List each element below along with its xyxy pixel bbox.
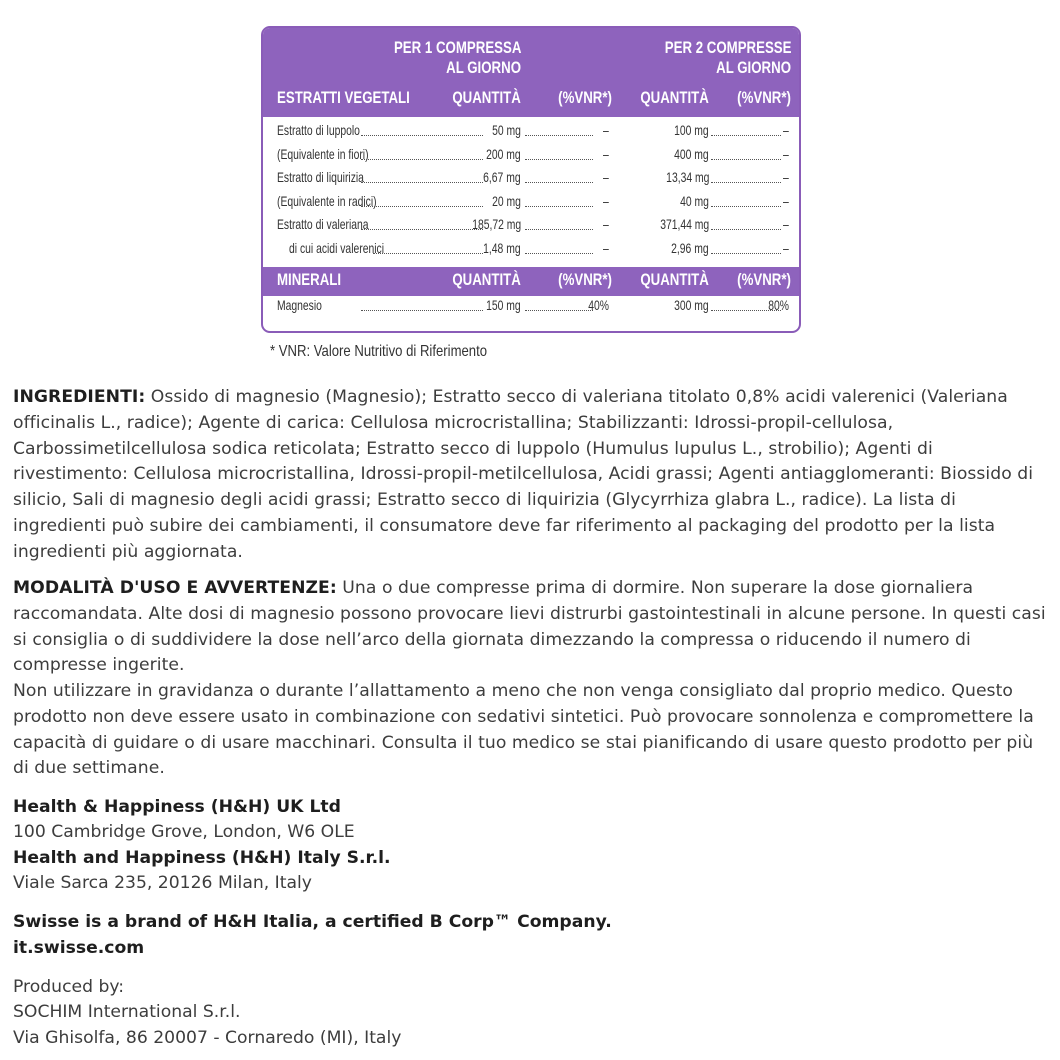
vnr-1-value: – bbox=[603, 216, 609, 233]
leader-dots bbox=[525, 229, 593, 230]
leader-dots bbox=[711, 135, 781, 136]
header-quantity-3: QUANTITÀ bbox=[452, 270, 521, 289]
table-row bbox=[263, 193, 799, 217]
quantity-2-value: 371,44 mg bbox=[660, 216, 709, 233]
header-quantity-1: QUANTITÀ bbox=[452, 88, 521, 107]
vnr-2-value: – bbox=[783, 169, 789, 186]
quantity-1-value: 185,72 mg bbox=[472, 216, 521, 233]
vnr-1-value: – bbox=[603, 240, 609, 256]
nutrient-name: (Equivalente in radici) bbox=[277, 192, 377, 209]
vnr-2-value: – bbox=[783, 240, 789, 256]
vnr-2-value: – bbox=[783, 145, 789, 162]
header-section-extracts: ESTRATTI VEGETALI bbox=[277, 88, 410, 107]
quantity-1-value: 6,67 mg bbox=[483, 169, 521, 186]
table-row bbox=[263, 146, 799, 170]
quantity-1-value: 20 mg bbox=[492, 192, 521, 209]
leader-dots bbox=[525, 310, 593, 311]
header-col1-line1: PER 1 COMPRESSA bbox=[393, 38, 521, 57]
leader-dots bbox=[711, 206, 781, 207]
nutrient-name: Estratto di liquirizia bbox=[277, 169, 364, 186]
table-row bbox=[263, 169, 799, 193]
header-vnr-1: (%VNR*) bbox=[558, 88, 612, 107]
leader-dots bbox=[361, 206, 483, 207]
header-quantity-4: QUANTITÀ bbox=[640, 270, 709, 289]
vnr-1-value: – bbox=[603, 145, 609, 162]
vnr-2-value: – bbox=[783, 216, 789, 233]
header-col1-line2: AL GIORNO bbox=[446, 58, 521, 77]
leader-dots bbox=[711, 253, 781, 254]
leader-dots bbox=[711, 182, 781, 183]
usage-text: Una o due compresse prima di dormire. Non superare la dose giornaliera raccomandata. Alte dosi di magnesio possono provocare lievi distrurbi gastointestinali in alcune persone. In questi casi si consiglia o di suddividere la dose nell’arco della giornata dimezzando la compressa o riducendo il numero di compresse ingerite. bbox=[13, 578, 1046, 676]
quantity-1-value: 150 mg bbox=[486, 297, 521, 313]
header-vnr-3: (%VNR*) bbox=[558, 270, 612, 289]
leader-dots bbox=[525, 159, 593, 160]
vnr-1-value: – bbox=[603, 122, 609, 138]
leader-dots bbox=[361, 159, 483, 160]
leader-dots bbox=[711, 229, 781, 230]
usage-paragraph bbox=[13, 576, 1053, 679]
table-row bbox=[263, 216, 799, 240]
table-row bbox=[263, 240, 799, 264]
quantity-2-value: 13,34 mg bbox=[665, 169, 709, 186]
usage-text-2: Non utilizzare in gravidanza o durante l’allattamento a meno che non venga consigliato dal proprio medico. Questo prodotto non deve essere usato in combinazione con sedativi sintetici. Può provocare sonnolenza e compromettere la capacità di guidare o di usare macchinari. Consulta il tuo medico se stai pianificando di usare questo prodotto per più di due settimane. bbox=[13, 681, 1034, 779]
leader-dots bbox=[525, 135, 593, 136]
usage-label: MODALITÀ D'USO E AVVERTENZE: bbox=[13, 578, 337, 598]
nutrient-name: Estratto di valeriana bbox=[277, 216, 369, 233]
nutrient-name: (Equivalente in fiori) bbox=[277, 145, 369, 162]
vnr-1-value: – bbox=[603, 192, 609, 209]
nutrient-name: di cui acidi valerenici bbox=[289, 240, 385, 256]
leader-dots bbox=[525, 253, 593, 254]
uk-company-address: 100 Cambridge Grove, London, W6 OLE bbox=[13, 822, 355, 842]
leader-dots bbox=[525, 182, 593, 183]
uk-company-name: Health & Happiness (H&H) UK Ltd bbox=[13, 797, 341, 817]
header-vnr-4: (%VNR*) bbox=[737, 270, 791, 289]
table-subheader-minerals bbox=[263, 267, 799, 296]
quantity-1-value: 50 mg bbox=[492, 122, 521, 138]
nutrition-table bbox=[261, 26, 801, 333]
leader-dots bbox=[711, 159, 781, 160]
nutrient-name: Estratto di luppolo bbox=[277, 122, 360, 138]
header-quantity-2: QUANTITÀ bbox=[640, 88, 709, 107]
leader-dots bbox=[361, 310, 483, 311]
it-company-address: Viale Sarca 235, 20126 Milan, Italy bbox=[13, 873, 312, 893]
ingredients-label: INGREDIENTI: bbox=[13, 387, 146, 407]
vnr-2-value: – bbox=[783, 192, 789, 209]
brand-statement: Swisse is a brand of H&H Italia, a certified B Corp™ Company. bbox=[13, 912, 612, 932]
table-row bbox=[263, 297, 799, 321]
website-link[interactable]: it.swisse.com bbox=[13, 938, 145, 958]
nutrient-name: Magnesio bbox=[277, 297, 322, 313]
leader-dots bbox=[361, 135, 483, 136]
vnr-1-value: – bbox=[603, 169, 609, 186]
header-col2-line1: PER 2 COMPRESSE bbox=[664, 38, 791, 57]
quantity-2-value: 2,96 mg bbox=[671, 240, 709, 256]
leader-dots bbox=[373, 253, 483, 254]
usage-paragraph-2 bbox=[13, 679, 1053, 782]
header-col2-line2: AL GIORNO bbox=[716, 58, 791, 77]
table-row bbox=[263, 122, 799, 146]
producer-address: Via Ghisolfa, 86 20007 - Cornaredo (MI), Italy bbox=[13, 1028, 402, 1048]
vnr-2-value: – bbox=[783, 122, 789, 138]
quantity-1-value: 200 mg bbox=[486, 145, 521, 162]
leader-dots bbox=[361, 182, 483, 183]
quantity-2-value: 300 mg bbox=[674, 297, 709, 313]
header-vnr-2: (%VNR*) bbox=[737, 88, 791, 107]
ingredients-paragraph bbox=[13, 385, 1053, 566]
ingredients-text: Ossido di magnesio (Magnesio); Estratto secco di valeriana titolato 0,8% acidi valerenici (Valeriana officinalis L., radice); Agente di carica: Cellulosa microcristallina; Stabilizzanti: Idrossi-propil-cellulosa, Carbossimetilcellulosa sodica reticolata; Estratto secco di luppolo (Humulus lupulus L., strobilio); Agenti di rivestimento: Cellulosa microcristallina, Idrossi-propil-metilcellulosa, Acidi grassi; Agenti antiagglomeranti: Biossido di silicio, Sali di magnesio degli acidi grassi; Estratto secco di liquirizia (Glycyrrhiza glabra L., radice). La lista di ingredienti può subire dei cambiamenti, il consumatore deve far riferimento al packaging del prodotto per la lista ingredienti più aggiornata. bbox=[13, 387, 1034, 562]
table-header bbox=[263, 28, 799, 117]
produced-by-label: Produced by: bbox=[13, 977, 125, 997]
vnr-footnote: * VNR: Valore Nutritivo di Riferimento bbox=[270, 343, 488, 360]
quantity-1-value: 1,48 mg bbox=[483, 240, 521, 256]
leader-dots bbox=[525, 206, 593, 207]
quantity-2-value: 100 mg bbox=[674, 122, 709, 138]
vnr-2-value: 80% bbox=[768, 297, 789, 313]
quantity-2-value: 40 mg bbox=[680, 192, 709, 209]
vnr-1-value: 40% bbox=[588, 297, 609, 313]
producer-name: SOCHIM International S.r.l. bbox=[13, 1002, 241, 1022]
leader-dots bbox=[361, 229, 483, 230]
header-section-minerals: MINERALI bbox=[277, 270, 342, 289]
it-company-name: Health and Happiness (H&H) Italy S.r.l. bbox=[13, 848, 391, 868]
quantity-2-value: 400 mg bbox=[674, 145, 709, 162]
